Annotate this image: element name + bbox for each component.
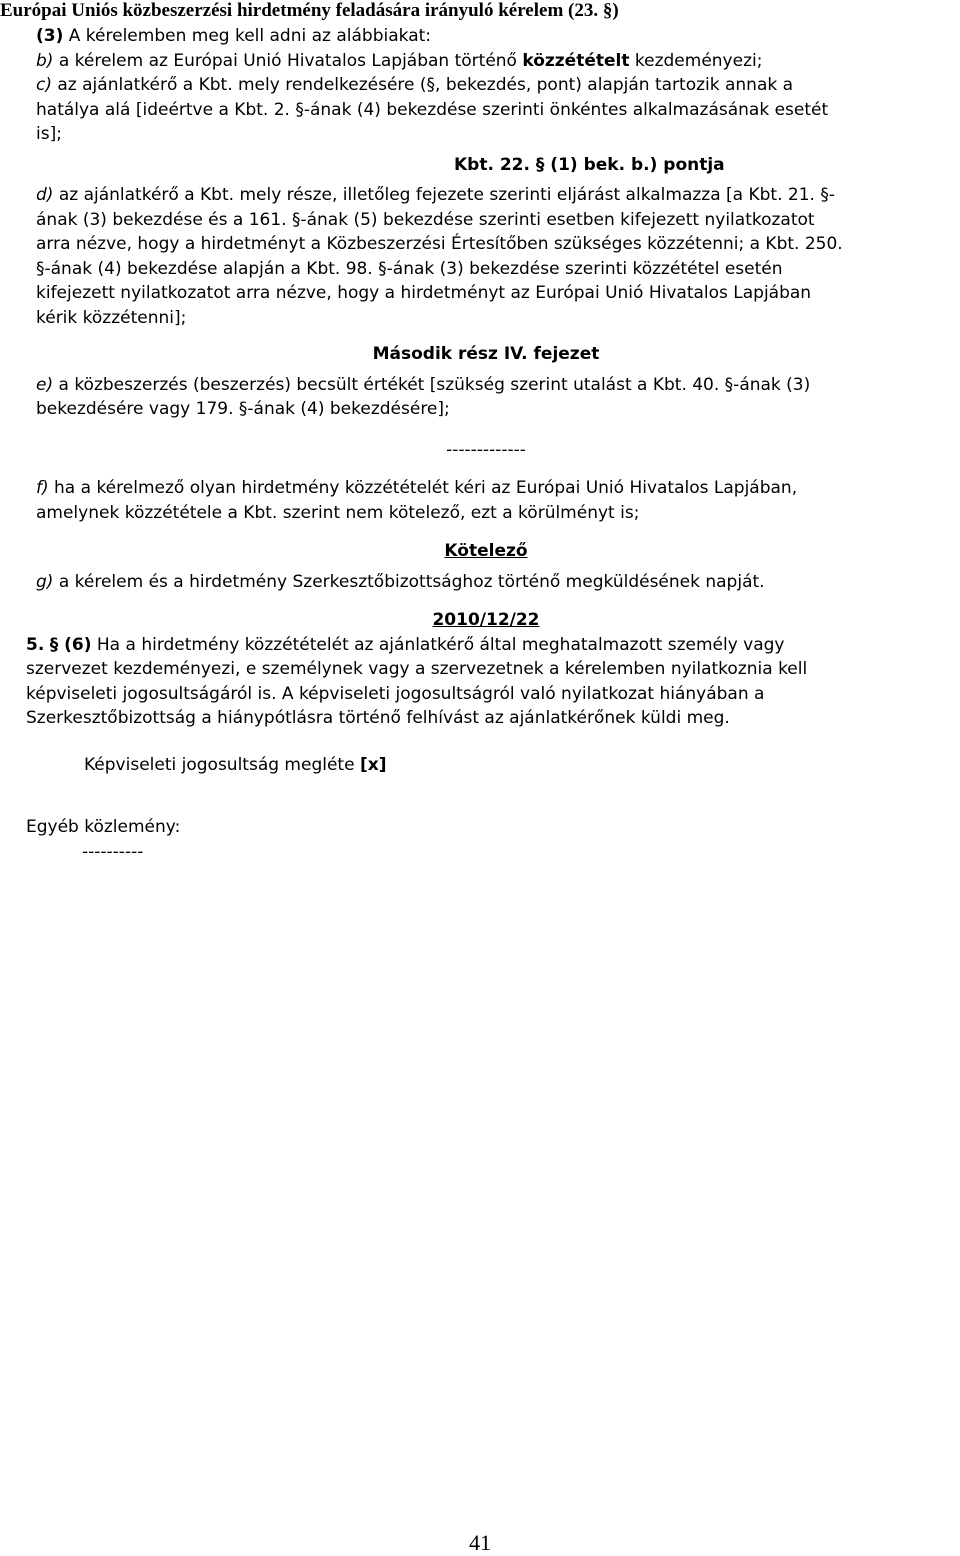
item-d-line: kifejezett nyilatkozatot arra nézve, hogy a hirdetményt az Európai Unió Hivatalos Lapjában [36,283,812,303]
representation-row [36,753,936,778]
item-f-label: f) [36,478,49,498]
item-b-text: a kérelem az Európai Unió Hivatalos Lapjában történő [53,50,523,71]
item-d-line: kérik közzétenni]; [36,307,187,328]
other-notice-value: ---------- [82,841,144,862]
section-5-paragraph-ref: § (6) [49,634,92,655]
item-g [36,570,936,633]
item-d [36,183,936,367]
item-c-line: az ajánlatkérő a Kbt. mely rendelkezésére (§, bekezdés, pont) alapján tartozik annak a [51,75,794,95]
section-5-line: Szerkesztőbizottság a hiánypótlásra történő felhívást az ajánlatkérőnek küldi meg. [26,708,730,728]
item-d-line: ának (3) bekezdése és a 161. §-ának (5) bekezdése szerinti esetben kifejezett nyilatkozatot [36,209,815,230]
item-g-line: a kérelem és a hirdetmény Szerkesztőbizottsághoz történő megküldésének napját. [53,571,765,592]
item-c-line: hatálya alá [ideértve a Kbt. 2. §-ának (4) bekezdése szerinti önkéntes alkalmazásának esetét [36,99,829,120]
item-f-line: amelynek közzététele a Kbt. szerint nem kötelező, ezt a körülményt is; [36,502,640,523]
item-e [36,373,936,463]
item-f-answer: Kötelező [444,541,528,561]
document-body [26,24,936,864]
item-d-line: arra nézve, hogy a hirdetményt a Közbeszerzési Értesítőben szükséges közzétenni; a Kbt. 250. [36,234,843,254]
page-header: Európai Uniós közbeszerzési hirdetmény feladására irányuló kérelem (23. §) [0,0,619,21]
representation-value: [x] [359,754,387,775]
item-b [36,49,936,74]
item-c [36,73,936,177]
item-d-line: az ajánlatkérő a Kbt. mely része, illetőleg fejezete szerinti eljárást alkalmazza [a Kbt. 21. §- [53,185,835,205]
item-g-label: g) [36,571,54,592]
intro-label: (3) [36,26,64,46]
section-5-line: képviseleti jogosultságáról is. A képviseleti jogosultságról való nyilatkozat hiányában a [26,683,765,704]
item-e-line: bekezdésére vagy 179. §-ának (4) bekezdésére]; [36,399,450,419]
item-d-label: d) [36,185,54,205]
other-notice-label: Egyéb közlemény: [26,817,181,837]
item-c-label: c) [36,75,52,95]
item-d-answer: Második rész IV. fejezet [372,344,600,364]
item-e-label: e) [36,374,54,395]
section-5-line: szervezet kezdeményezi, e személynek vagy a szervezetnek a kérelemben nyilatkoznia kell [26,659,808,679]
representation-label: Képviseleti jogosultság megléte [84,754,360,775]
item-f-line: ha a kérelmező olyan hirdetmény közzétételét kéri az Európai Unió Hivatalos Lapjában, [48,478,798,498]
item-f [36,476,936,564]
item-c-answer: Kbt. 22. § (1) bek. b.) pontja [454,154,725,175]
item-b-text-end: kezdeményezi; [629,50,763,71]
item-e-answer: ------------- [446,439,526,460]
item-g-answer: 2010/12/22 [432,610,540,630]
other-notice [26,815,936,864]
intro-line [36,24,936,49]
item-c-line: is]; [36,124,62,144]
page-number: 41 [469,1530,491,1555]
item-e-line: a közbeszerzés (beszerzés) becsült értékét [szükség szerint utalást a Kbt. 40. §-ának (3) [53,374,811,395]
section-5 [26,633,936,731]
section-5-number: 5. [26,634,45,655]
item-b-label: b) [36,50,54,71]
section-5-line: Ha a hirdetmény közzétételét az ajánlatkérő által meghatalmazott személy vagy [91,634,785,655]
item-d-line: §-ának (4) bekezdése alapján a Kbt. 98. §-ának (3) bekezdése szerinti közzététel esetén [36,258,783,279]
item-b-bold: közzétételt [522,50,630,71]
intro-text: A kérelemben meg kell adni az alábbiakat: [63,26,432,46]
